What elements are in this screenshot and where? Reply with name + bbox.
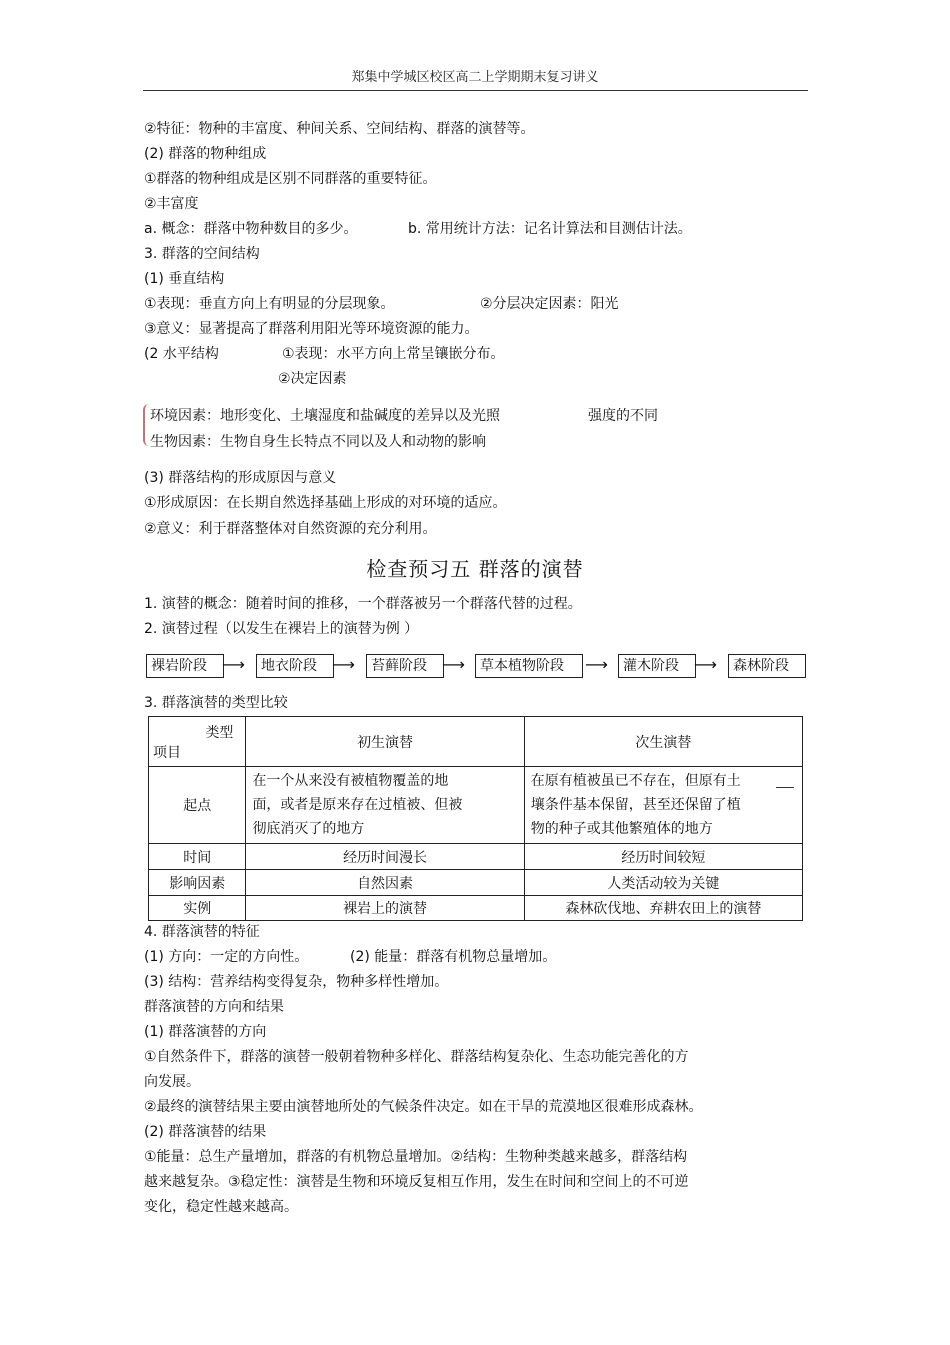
succession-concept: 1. 演替的概念：随着时间的推移，一个群落被另一个群落代替的过程。 (144, 596, 582, 612)
row-label: 影响因素 (149, 870, 246, 896)
vertical-structure-heading: (1) 垂直结构 (144, 271, 225, 287)
arrow-icon: ⟶ (442, 655, 465, 674)
cell-primary: 经历时间漫长 (246, 844, 524, 870)
stage-box: 森林阶段 (728, 654, 806, 678)
corner-type-label: 类型 (205, 724, 234, 741)
corner-item-label: 项目 (153, 744, 181, 761)
richness-concept: a. 概念：群落中物种数目的多少。 (144, 221, 358, 237)
result-line-1: ①能量：总生产量增加，群落的有机物总量增加。②结构：生物种类越来越多，群落结构 (144, 1149, 688, 1165)
direction-line-2: 向发展。 (144, 1074, 200, 1090)
cell-text: 在原有植被虽已不存在，但原有土 (530, 773, 741, 789)
stage-box: 草本植物阶段 (475, 654, 583, 678)
succession-process-heading: 2. 演替过程（以发生在裸岩上的演替为例 ） (144, 621, 419, 637)
header-primary: 初生演替 (246, 717, 524, 767)
biological-factors: 生物因素：生物自身生长特点不同以及人和动物的影响 (150, 434, 486, 450)
environment-factors: 环境因素：地形变化、土壤湿度和盐碱度的差异以及光照 (150, 408, 500, 424)
page-header: 郑集中学城区校区高二上学期期末复习讲义 (351, 70, 599, 85)
richness-heading: ②丰富度 (144, 196, 199, 212)
feature-direction: (1) 方向：一定的方向性。 (144, 949, 309, 965)
environment-factors-tail: 强度的不同 (588, 408, 658, 424)
row-label: 时间 (149, 844, 246, 870)
arrow-icon: ⟶ (222, 655, 245, 674)
corner-cell (149, 717, 246, 767)
vertical-expression: ①表现：垂直方向上有明显的分层现象。 (144, 296, 395, 312)
feature-line: ②特征：物种的丰富度、种间关系、空间结构、群落的演替等。 (144, 121, 535, 137)
header-rule (143, 90, 808, 91)
row-label: 起点 (149, 767, 246, 844)
arrow-icon: ⟶ (694, 655, 717, 674)
formation-significance: ②意义：利于群落整体对自然资源的充分利用。 (144, 521, 437, 537)
result-line-3: 变化，稳定性越来越高。 (144, 1199, 298, 1215)
cell-secondary (524, 767, 802, 844)
cell-text: 壤条件基本保留，甚至还保留了植 (530, 797, 741, 813)
richness-method: b. 常用统计方法：记名计算法和目测估计法。 (408, 221, 692, 237)
vertical-significance: ③意义：显著提高了群落利用阳光等环境资源的能力。 (144, 321, 479, 337)
succession-features-heading: 4. 群落演替的特征 (144, 924, 260, 940)
stage-box: 灌木阶段 (618, 654, 696, 678)
direction-result-heading: 群落演替的方向和结果 (144, 999, 284, 1015)
comparison-heading: 3. 群落演替的类型比较 (144, 695, 288, 711)
cell-text: 面，或者是原来存在过植被、但被 (252, 797, 463, 813)
direction-heading: (1) 群落演替的方向 (144, 1024, 267, 1040)
feature-structure: (3) 结构：营养结构变得复杂，物种多样性增加。 (144, 974, 449, 990)
species-composition-line: ①群落的物种组成是区别不同群落的重要特征。 (144, 171, 437, 187)
formation-heading: (3) 群落结构的形成原因与意义 (144, 470, 337, 486)
direction-line-1: ①自然条件下，群落的演替一般朝着物种多样化、群落结构复杂化、生态功能完善化的方 (144, 1049, 689, 1065)
cell-text: 彻底消灭了的地方 (252, 821, 365, 837)
stage-box: 地衣阶段 (256, 654, 334, 678)
comparison-table (148, 716, 803, 921)
formation-cause: ①形成原因：在长期自然选择基础上形成的对环境的适应。 (144, 495, 507, 511)
row-label: 实例 (149, 896, 246, 921)
spatial-structure-heading: 3. 群落的空间结构 (144, 246, 260, 262)
vertical-factor: ②分层决定因素：阳光 (480, 296, 619, 312)
cell-primary: 自然因素 (246, 870, 524, 896)
cell-text: 在一个从来没有被植物覆盖的地 (252, 773, 449, 789)
stage-box: 裸岩阶段 (146, 654, 224, 678)
cell-secondary: 人类活动较为关键 (524, 870, 802, 896)
stage-box: 苔藓阶段 (366, 654, 444, 678)
cell-primary (246, 767, 524, 844)
result-heading: (2) 群落演替的结果 (144, 1124, 267, 1140)
horizontal-expression: ①表现：水平方向上常呈镶嵌分布。 (282, 346, 505, 362)
feature-energy: (2) 能量：群落有机物总量增加。 (350, 949, 557, 965)
cell-secondary: 经历时间较短 (524, 844, 802, 870)
cell-primary: 裸岩上的演替 (246, 896, 524, 921)
cell-secondary: 森林砍伐地、弃耕农田上的演替 (524, 896, 802, 921)
section-title: 检查预习五 群落的演替 (366, 557, 584, 581)
header-secondary: 次生演替 (524, 717, 802, 767)
arrow-icon: ⟶ (585, 655, 608, 674)
species-composition-heading: (2) 群落的物种组成 (144, 146, 267, 162)
horizontal-structure-heading: (2 水平结构 (144, 346, 219, 362)
result-line-2: 越来越复杂。③稳定性：演替是生物和环境反复相互作用，发生在时间和空间上的不可逆 (144, 1174, 689, 1190)
margin-dash (776, 787, 794, 788)
cell-text: 物的种子或其他繁殖体的地方 (530, 821, 713, 837)
arrow-icon: ⟶ (332, 655, 355, 674)
direction-line-3: ②最终的演替结果主要由演替地所处的气候条件决定。如在干旱的荒漠地区很难形成森林。 (144, 1099, 703, 1115)
horizontal-factors-heading: ②决定因素 (278, 371, 347, 387)
